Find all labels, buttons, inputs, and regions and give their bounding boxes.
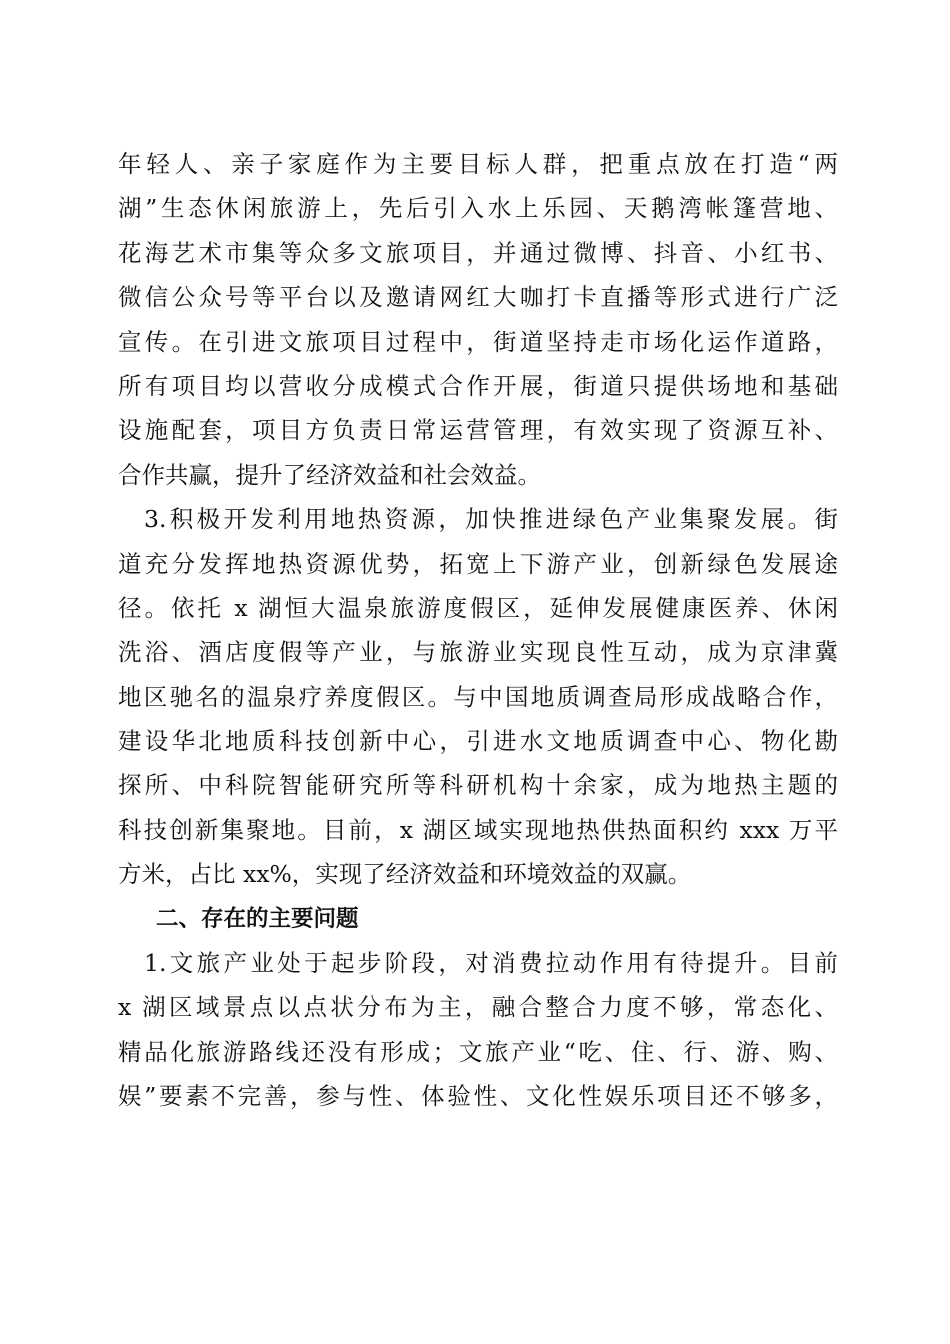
- paragraph-line: 方米，占比 xx%，实现了经济效益和环境效益的双赢。: [118, 860, 692, 889]
- paragraph-line: 花海艺术市集等众多文旅项目，并通过微博、抖音、小红书、: [118, 238, 838, 267]
- paragraph-line: 娱”要素不完善，参与性、体验性、文化性娱乐项目还不够多，: [118, 1082, 838, 1111]
- paragraph-line: 所有项目均以营收分成模式合作开展，街道只提供场地和基础: [118, 371, 838, 400]
- paragraph-line: 径。依托 x 湖恒大温泉旅游度假区，延伸发展健康医养、休闲: [118, 593, 838, 622]
- section-heading: 二、存在的主要问题: [156, 905, 359, 932]
- paragraph-line: 微信公众号等平台以及邀请网红大咖打卡直播等形式进行广泛: [118, 283, 838, 312]
- paragraph-line: 合作共赢，提升了经济效益和社会效益。: [118, 460, 541, 489]
- paragraph-line: 设施配套，项目方负责日常运营管理，有效实现了资源互补、: [118, 416, 838, 445]
- paragraph-line: 3.积极开发利用地热资源，加快推进绿色产业集聚发展。街: [144, 505, 838, 534]
- paragraph-line: 年轻人、亲子家庭作为主要目标人群，把重点放在打造“两: [118, 150, 838, 178]
- paragraph-line: 建设华北地质科技创新中心，引进水文地质调查中心、物化勘: [118, 727, 838, 756]
- paragraph-line: 湖”生态休闲旅游上，先后引入水上乐园、天鹅湾帐篷营地、: [118, 194, 838, 223]
- document-body: [118, 142, 838, 1119]
- paragraph-line: 科技创新集聚地。目前，x 湖区域实现地热供热面积约 xxx 万平: [118, 815, 838, 844]
- paragraph-line: 精品化旅游路线还没有形成；文旅产业“吃、住、行、游、购、: [118, 1037, 838, 1066]
- paragraph-line: 道充分发挥地热资源优势，拓宽上下游产业，创新绿色发展途: [118, 549, 838, 578]
- paragraph-line: 洗浴、酒店度假等产业，与旅游业实现良性互动，成为京津冀: [118, 638, 838, 667]
- paragraph-line: 1.文旅产业处于起步阶段，对消费拉动作用有待提升。目前: [144, 949, 838, 978]
- paragraph-line: 地区驰名的温泉疗养度假区。与中国地质调查局形成战略合作，: [118, 682, 838, 711]
- paragraph-line: 宣传。在引进文旅项目过程中，街道坚持走市场化运作道路，: [118, 327, 838, 356]
- paragraph-line: 探所、中科院智能研究所等科研机构十余家，成为地热主题的: [118, 771, 838, 800]
- paragraph-line: x 湖区域景点以点状分布为主，融合整合力度不够，常态化、: [118, 993, 838, 1022]
